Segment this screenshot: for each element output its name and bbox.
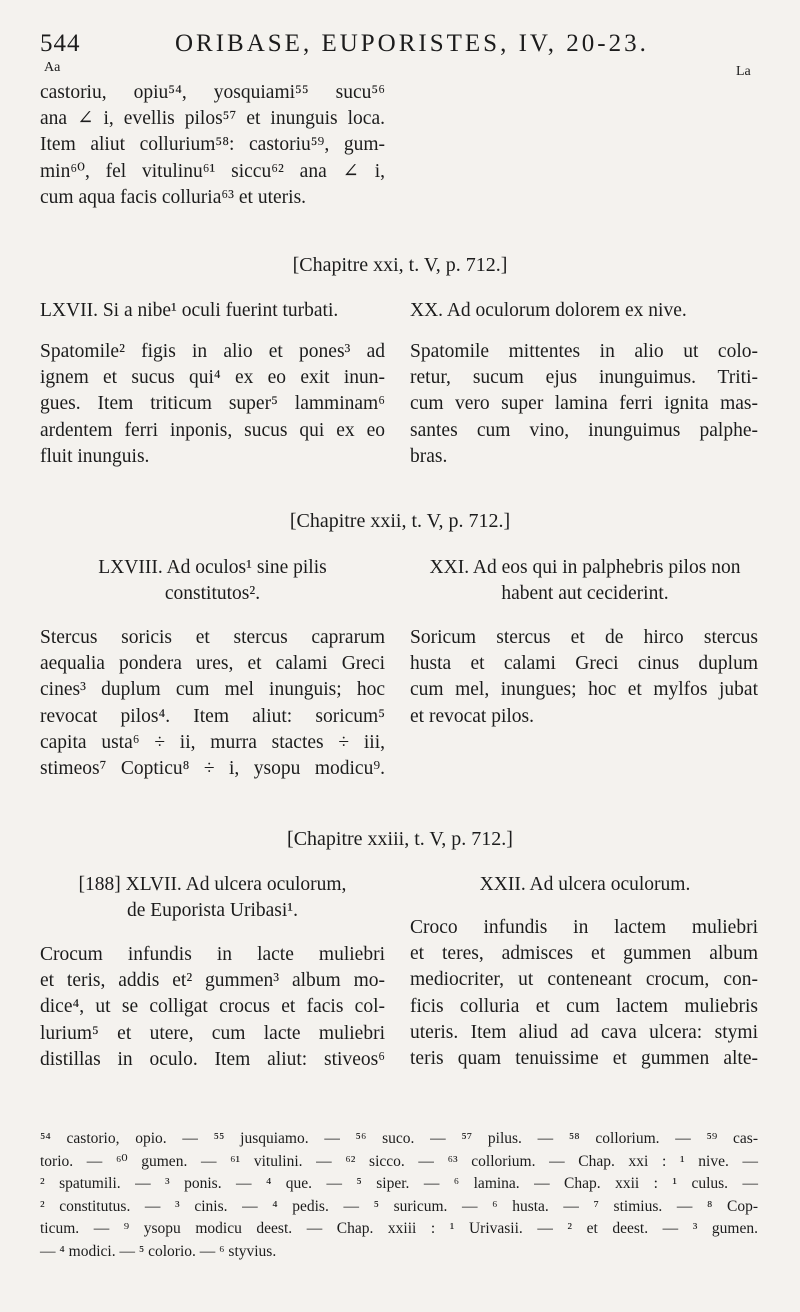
- text-line: bras.: [410, 445, 448, 467]
- text-line: cum vero super lamina ferri ignita mas-: [410, 393, 758, 415]
- right-section-title: XX. Ad oculorum dolorem ex nive.: [410, 300, 687, 321]
- text-line: dice⁴, ut se colligat crocus et facis col-: [40, 996, 385, 1018]
- text-line: et revocat pilos.: [410, 705, 534, 727]
- text-line: Soricum stercus et de hirco stercus: [410, 627, 758, 648]
- title-line: LXVIII. Ad oculos¹ sine pilis: [98, 557, 327, 578]
- left-column-text: [40, 339, 385, 470]
- footnote-line: ticum. — ⁹ ysopu modicu deest. — Chap. xxiii : ¹ Urivasii. — ² et deest. — ³ gumen.: [40, 1220, 758, 1237]
- text-line: aequalia pondera ures, et calami Greci: [40, 653, 385, 675]
- text-line: santes cum vino, inunguimus palphe-: [410, 419, 758, 441]
- text-line: gues. Item triticum super⁵ lamminam⁶: [40, 393, 385, 415]
- text-line: Spatomile mittentes in alio ut colo-: [410, 341, 758, 362]
- left-column-text: [40, 942, 385, 1073]
- footnote-line: torio. — ⁶⁰ gumen. — ⁶¹ vitulini. — ⁶² sicco. — ⁶³ collorium. — Chap. xxi : ¹ nive. —: [40, 1152, 758, 1170]
- text-line: cum aqua facis colluria⁶³ et uteris.: [40, 186, 307, 208]
- text-line: revocat pilos⁴. Item aliut: soricum⁵: [40, 705, 385, 727]
- left-section-title: [40, 555, 385, 607]
- footnote-line: — ⁴ modici. — ⁵ colorio. — ⁶ styvius.: [40, 1242, 277, 1260]
- text-line: Crocum infundis in lacte muliebri: [40, 944, 385, 965]
- title-line: constitutos².: [164, 583, 261, 605]
- footnotes: [40, 1128, 758, 1263]
- chapter-heading: [Chapitre xxi, t. V, p. 712.]: [292, 254, 508, 276]
- right-section-title: [410, 555, 760, 607]
- chapter-heading: [Chapitre xxii, t. V, p. 712.]: [289, 510, 511, 532]
- text-line: ignem et sucus qui⁴ ex eo exit inun-: [40, 367, 385, 389]
- text-line: husta et calami Greci cinus duplum: [410, 653, 758, 675]
- title-line: de Euporista Uribasi¹.: [126, 900, 298, 922]
- text-line: et teris, addis et² gummen³ album mo-: [40, 970, 385, 992]
- text-line: ficis colluria et cum lactem muliebris: [410, 995, 758, 1017]
- signature-mark-right: La: [736, 64, 751, 79]
- right-column-text: [410, 339, 758, 470]
- page-number: 544: [40, 30, 81, 57]
- right-section-title: XXII. Ad ulcera oculorum.: [479, 874, 691, 895]
- text-line: ana ∠ i, evellis pilos⁵⁷ et inunguis loca.: [40, 108, 385, 130]
- text-line: uteris. Item aliud ad cava ulcera: stymi: [410, 1021, 758, 1043]
- text-line: mediocriter, ut conteneant crocum, con-: [410, 969, 758, 991]
- text-line: Stercus soricis et stercus caprarum: [40, 627, 385, 648]
- footnote-line: ⁵⁴ castorio, opio. — ⁵⁵ jusquiamo. — ⁵⁶ suco. — ⁵⁷ pilus. — ⁵⁸ collorium. — ⁵⁹ cas-: [40, 1130, 758, 1147]
- left-section-title: LXVII. Si a nibe¹ oculi fuerint turbati.: [40, 300, 339, 321]
- text-line: Item aliut collurium⁵⁸: castoriu⁵⁹, gum-: [40, 134, 385, 156]
- running-title: ORIBASE, EUPORISTES, IV, 20-23.: [175, 30, 649, 57]
- intro-paragraph: [40, 80, 385, 211]
- text-line: Spatomile² figis in alio et pones³ ad: [40, 341, 385, 362]
- text-line: cum mel, inungues; hoc et mylfos jubat: [410, 679, 758, 701]
- chapter-heading: [Chapitre xxiii, t. V, p. 712.]: [287, 828, 513, 850]
- text-line: ardentem ferri inponis, sucus qui ex eo: [40, 419, 385, 441]
- text-line: capita usta⁶ ÷ ii, murra stactes ÷ iii,: [40, 731, 385, 753]
- text-line: fluit inunguis.: [40, 445, 150, 467]
- text-line: min⁶⁰, fel vitulinu⁶¹ siccu⁶² ana ∠ i,: [40, 160, 385, 182]
- text-line: lurium⁵ et utere, cum lacte muliebri: [40, 1022, 385, 1044]
- left-column-text: [40, 625, 385, 782]
- title-line: [188] XLVII. Ad ulcera oculorum,: [78, 874, 347, 895]
- text-line: Croco infundis in lactem muliebri: [410, 917, 758, 938]
- text-line: castoriu, opiu⁵⁴, yosquiami⁵⁵ sucu⁵⁶: [40, 82, 385, 103]
- text-line: cines³ duplum cum mel inunguis; hoc: [40, 679, 385, 701]
- footnote-line: ² spatumili. — ³ ponis. — ⁴ que. — ⁵ siper. — ⁶ lamina. — Chap. xxii : ¹ culus. —: [40, 1175, 758, 1192]
- text-line: stimeos⁷ Copticu⁸ ÷ i, ysopu modicu⁹.: [40, 758, 385, 780]
- text-line: retur, sucum ejus inunguimus. Triti-: [410, 367, 758, 389]
- title-line: XXI. Ad eos qui in palphebris pilos non: [429, 557, 741, 578]
- right-column-text: [410, 915, 758, 1072]
- text-line: et teres, admisces et gummen album: [410, 943, 758, 965]
- right-column-text: [410, 625, 758, 730]
- title-line: habent aut ceciderint.: [501, 583, 669, 605]
- text-line: distillas in oculo. Item aliut: stiveos⁶: [40, 1048, 385, 1070]
- left-section-title: [40, 872, 385, 924]
- footnote-line: ² constitutus. — ³ cinis. — ⁴ pedis. — ⁵ suricum. — ⁶ husta. — ⁷ stimius. — ⁸ Cop-: [40, 1197, 758, 1215]
- signature-mark-left: Aa: [44, 60, 61, 75]
- text-line: teris quam tenuissime et gummen alte-: [410, 1048, 758, 1070]
